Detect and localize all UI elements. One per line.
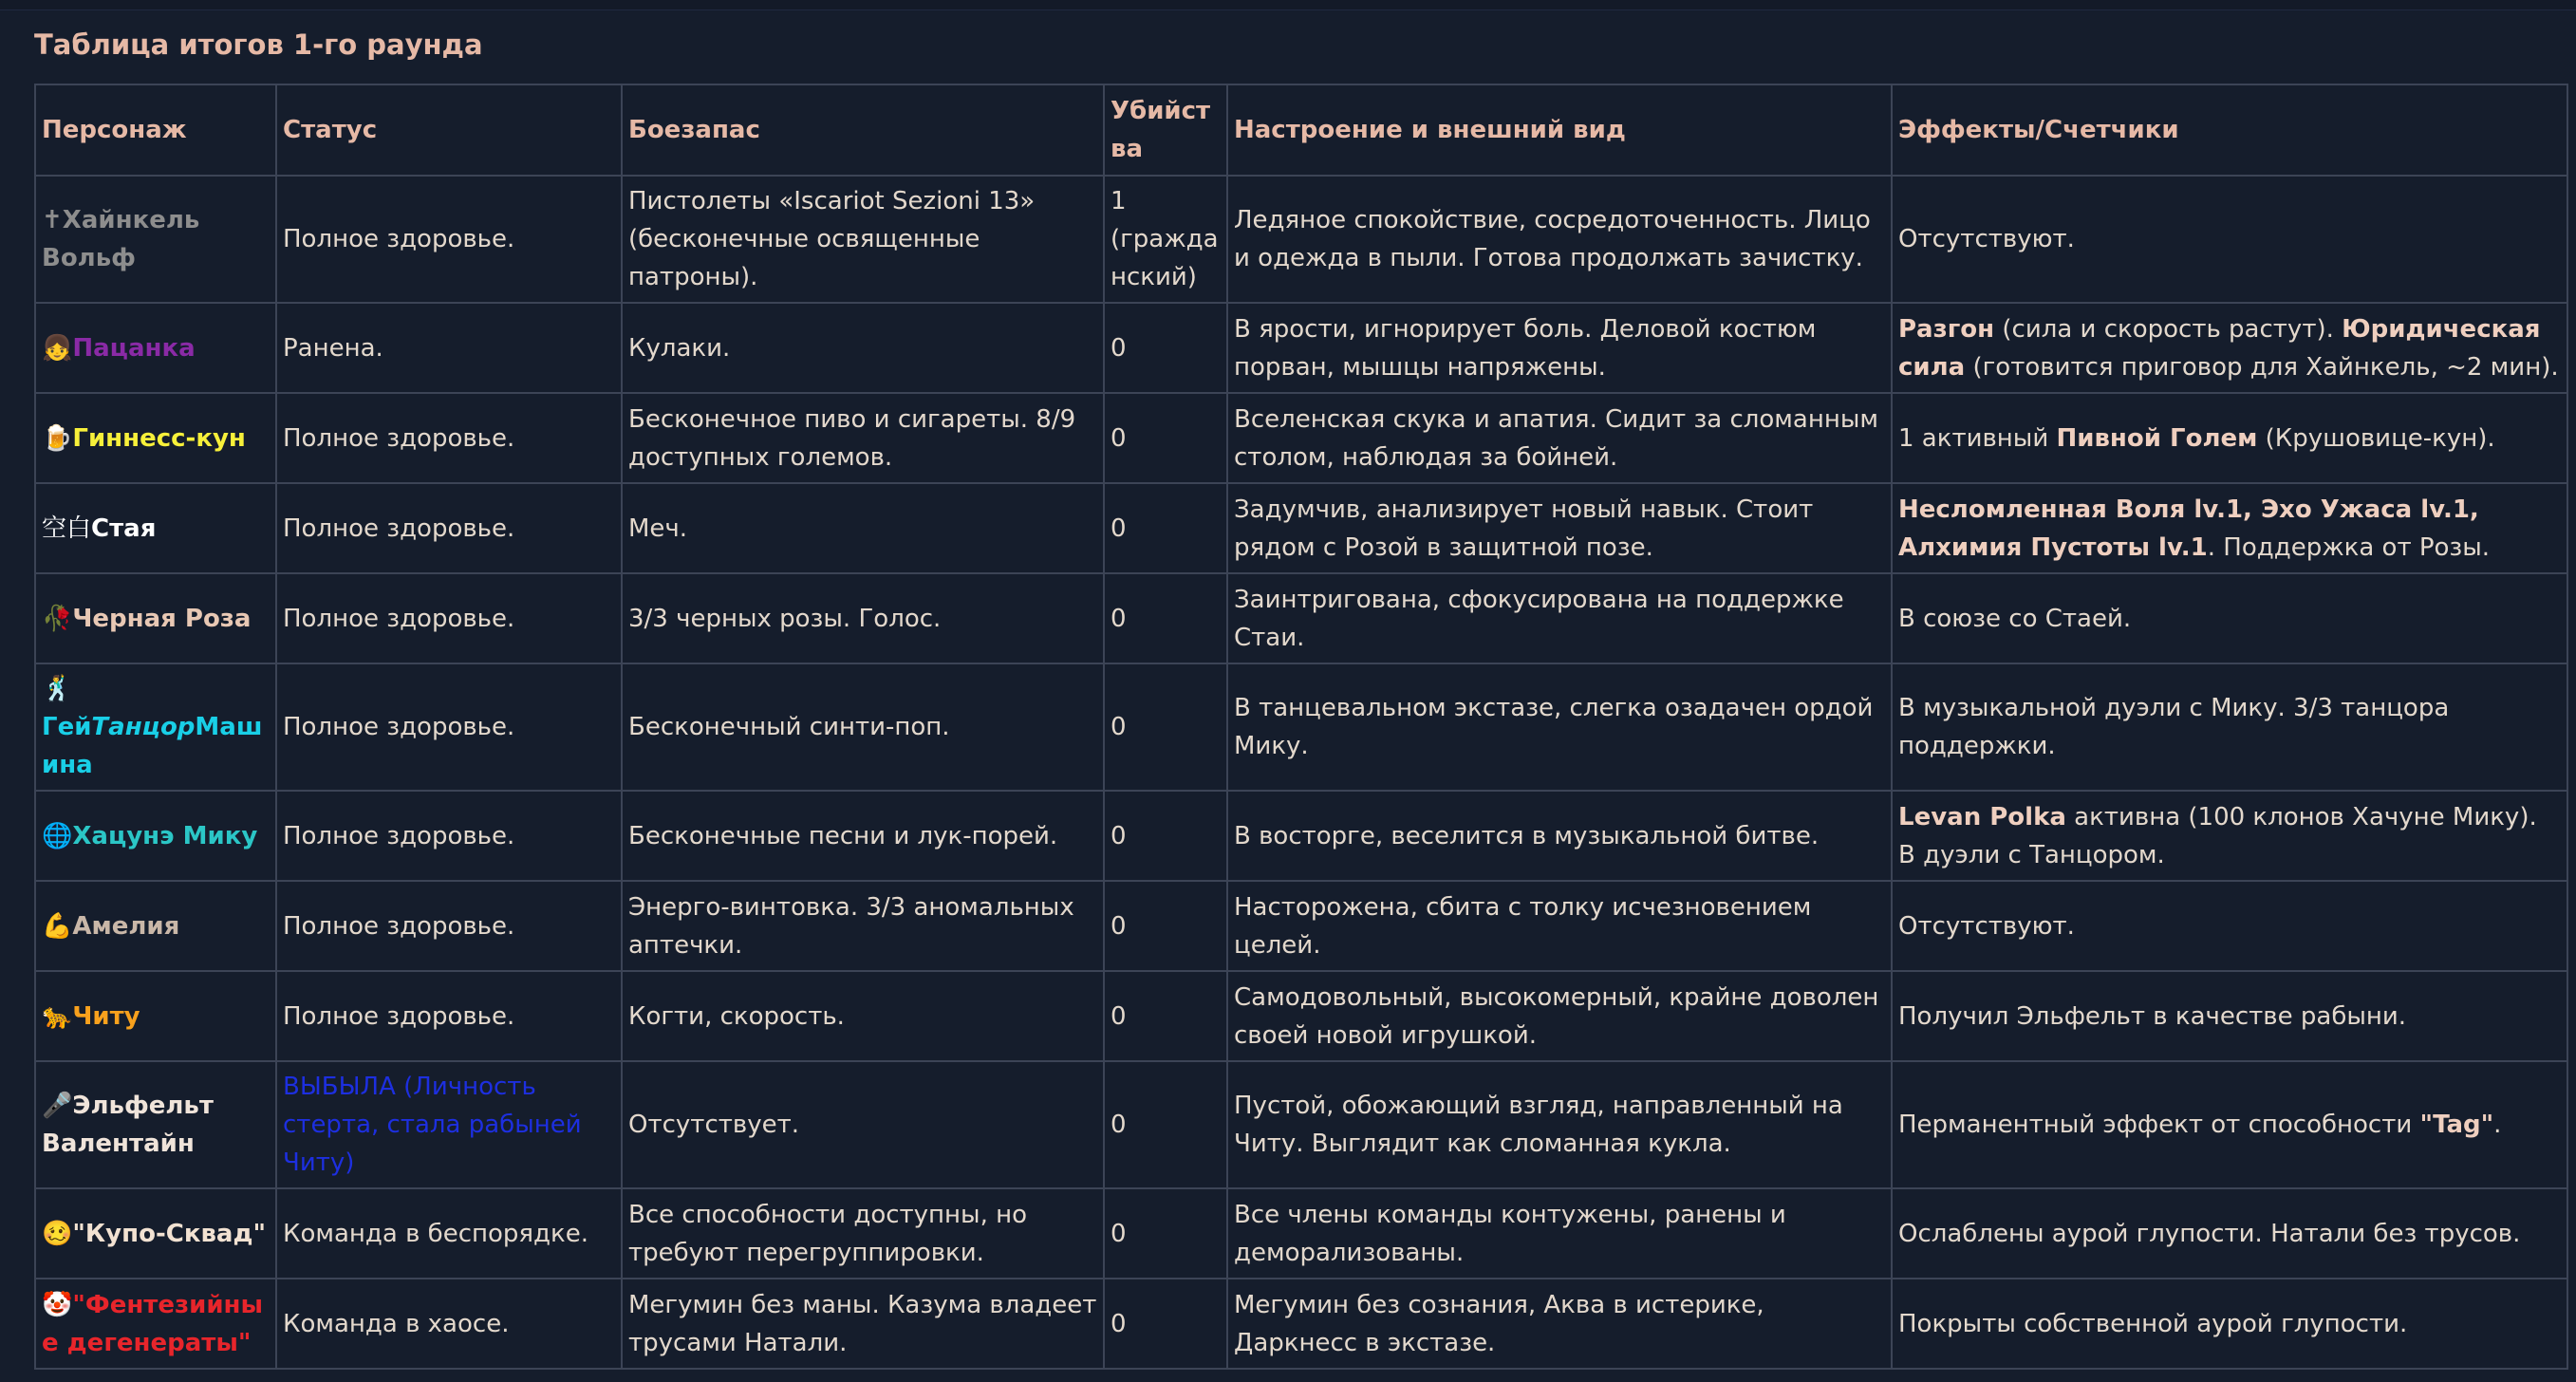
character-cell <box>35 1279 276 1369</box>
character-cell <box>35 483 276 573</box>
mood-cell: В танцевальном экстазе, слегка озадачен ордой Мику. <box>1227 663 1892 791</box>
mood-cell: Все члены команды контужены, ранены и деморализованы. <box>1227 1188 1892 1279</box>
kills-cell: 0 <box>1104 971 1227 1061</box>
woozy-face-icon: 🥴 <box>42 1219 73 1248</box>
status-cell: Полное здоровье. <box>276 663 622 791</box>
table-row <box>35 573 2567 663</box>
page-title: Таблица итогов 1-го раунда <box>34 28 483 61</box>
status-cell: Ранена. <box>276 303 622 393</box>
kills-cell: 0 <box>1104 1279 1227 1369</box>
table-row <box>35 483 2567 573</box>
header-status: Статус <box>276 84 622 176</box>
flexed-arm-icon: 💪 <box>42 911 73 941</box>
mood-cell: Вселенская скука и апатия. Сидит за сломанным столом, наблюдая за бойней. <box>1227 393 1892 483</box>
effect-text: (готовится приговор для Хайнкель, ~2 мин). <box>1965 352 2559 382</box>
effect-name: Levan Polka <box>1898 802 2066 831</box>
ammo-cell: Энерго-винтовка. 3/3 аномальных аптечки. <box>622 881 1104 971</box>
results-table <box>34 84 2568 1370</box>
ammo-cell: Бесконечный синти-поп. <box>622 663 1104 791</box>
mood-cell: Заинтригована, сфокусирована на поддержке Стаи. <box>1227 573 1892 663</box>
character-name: Пацанка <box>72 333 196 363</box>
effect-name: Пивной Голем <box>2056 423 2258 453</box>
header-character: Персонаж <box>35 84 276 176</box>
character-name: Читу <box>72 1001 140 1031</box>
character-name-part: Машина <box>42 713 263 779</box>
mood-cell: Самодовольный, высокомерный, крайне доволен своей новой игрушкой. <box>1227 971 1892 1061</box>
character-name-part: Гей <box>42 713 92 741</box>
character-name: Стая <box>91 514 157 543</box>
ammo-cell: Меч. <box>622 483 1104 573</box>
mood-cell: Насторожена, сбита с толку исчезновением целей. <box>1227 881 1892 971</box>
effects-cell <box>1892 483 2567 573</box>
effect-name: Несломленная Воля lv.1, Эхо Ужаса lv.1, Алхимия Пустоты lv.1 <box>1898 495 2479 562</box>
ammo-cell: Кулаки. <box>622 303 1104 393</box>
status-cell: Полное здоровье. <box>276 573 622 663</box>
mood-cell: Задумчив, анализирует новый навык. Стоит рядом с Розой в защитной позе. <box>1227 483 1892 573</box>
effect-text: . Поддержка от Розы. <box>2207 532 2491 562</box>
microphone-icon: 🎤 <box>42 1092 73 1120</box>
leopard-icon: 🐆 <box>42 1001 73 1031</box>
effects-cell: Получил Эльфельт в качестве рабыни. <box>1892 971 2567 1061</box>
effects-cell: В союзе со Стаей. <box>1892 573 2567 663</box>
character-cell <box>35 303 276 393</box>
character-name: Хацунэ Мику <box>72 821 258 850</box>
status-cell: Полное здоровье. <box>276 881 622 971</box>
ammo-cell: Когти, скорость. <box>622 971 1104 1061</box>
header-kills: Убийства <box>1104 84 1227 176</box>
character-cell <box>35 881 276 971</box>
effects-cell: В музыкальной дуэли с Мику. 3/3 танцора поддержки. <box>1892 663 2567 791</box>
effects-cell <box>1892 791 2567 881</box>
mood-cell: Мегумин без сознания, Аква в истерике, Даркнесс в экстазе. <box>1227 1279 1892 1369</box>
character-cell <box>35 791 276 881</box>
kills-cell: 0 <box>1104 483 1227 573</box>
kills-cell: 0 <box>1104 881 1227 971</box>
character-name: Амелия <box>72 911 180 941</box>
kills-cell: 0 <box>1104 573 1227 663</box>
character-name-part: Танцор <box>91 713 196 741</box>
effect-text: (Крушовице-кун). <box>2257 423 2495 453</box>
kills-cell: 0 <box>1104 393 1227 483</box>
table-row <box>35 303 2567 393</box>
table-row <box>35 393 2567 483</box>
girl-icon: 👧 <box>42 333 73 363</box>
beer-icon: 🍺 <box>42 423 73 453</box>
mood-cell: Пустой, обожающий взгляд, направленный на Читу. Выглядит как сломанная кукла. <box>1227 1061 1892 1188</box>
effect-text: Перманентный эффект от способности <box>1898 1111 2420 1139</box>
effects-cell <box>1892 1061 2567 1188</box>
table-row <box>35 1279 2567 1369</box>
kills-cell: 1 (гражданский) <box>1104 176 1227 303</box>
kills-cell: 0 <box>1104 791 1227 881</box>
blank-kanji-icon: 空白 <box>42 514 92 543</box>
mood-cell: В восторге, веселится в музыкальной битве. <box>1227 791 1892 881</box>
character-cell <box>35 1061 276 1188</box>
ammo-cell: Отсутствует. <box>622 1061 1104 1188</box>
globe-icon: 🌐 <box>42 821 73 850</box>
status-cell: Команда в хаосе. <box>276 1279 622 1369</box>
effects-cell: Отсутствуют. <box>1892 881 2567 971</box>
character-name: Хайнкель Вольф <box>42 206 200 272</box>
effect-text: 1 активный <box>1898 423 2057 453</box>
status-cell: Полное здоровье. <box>276 971 622 1061</box>
effects-cell: Отсутствуют. <box>1892 176 2567 303</box>
kills-cell: 0 <box>1104 303 1227 393</box>
header-ammo: Боезапас <box>622 84 1104 176</box>
top-bar <box>0 0 2576 10</box>
table-row <box>35 663 2567 791</box>
status-cell: Полное здоровье. <box>276 176 622 303</box>
effect-text: активна (100 клонов Хачуне Мику). В дуэли с Танцором. <box>1898 802 2537 869</box>
kills-cell: 0 <box>1104 663 1227 791</box>
ammo-cell: Все способности доступны, но требуют перегруппировки. <box>622 1188 1104 1279</box>
effect-name: Юридическая сила <box>1898 314 2541 382</box>
effect-text: (сила и скорость растут). <box>1994 314 2343 344</box>
character-name: Гиннесс-кун <box>72 423 246 453</box>
ammo-cell: Мегумин без маны. Казума владеет трусами Натали. <box>622 1279 1104 1369</box>
effects-cell: Ослаблены аурой глупости. Натали без трусов. <box>1892 1188 2567 1279</box>
character-name: Эльфельт Валентайн <box>42 1092 214 1158</box>
effects-cell <box>1892 303 2567 393</box>
table-row <box>35 971 2567 1061</box>
status-cell: Полное здоровье. <box>276 483 622 573</box>
table-row <box>35 1188 2567 1279</box>
character-cell <box>35 393 276 483</box>
table-row <box>35 1061 2567 1188</box>
kills-cell: 0 <box>1104 1061 1227 1188</box>
character-cell <box>35 573 276 663</box>
dancer-icon: 🕺 <box>42 675 73 703</box>
table-row <box>35 176 2567 303</box>
mood-cell: Ледяное спокойствие, сосредоточенность. Лицо и одежда в пыли. Готова продолжать зачистку. <box>1227 176 1892 303</box>
effect-name: Разгон <box>1898 314 1995 344</box>
character-cell <box>35 1188 276 1279</box>
ammo-cell: Бесконечные песни и лук-порей. <box>622 791 1104 881</box>
table-row <box>35 881 2567 971</box>
ammo-cell: 3/3 черных розы. Голос. <box>622 573 1104 663</box>
kills-cell: 0 <box>1104 1188 1227 1279</box>
status-cell: Команда в беспорядке. <box>276 1188 622 1279</box>
wilted-rose-icon: 🥀 <box>42 604 73 633</box>
character-cell <box>35 971 276 1061</box>
character-name: "Фентезийные дегенераты" <box>42 1290 264 1357</box>
ammo-cell: Пистолеты «Iscariot Sezioni 13» (бесконечные освященные патроны). <box>622 176 1104 303</box>
header-mood: Настроение и внешний вид <box>1227 84 1892 176</box>
header-row <box>35 84 2567 176</box>
status-cell: Полное здоровье. <box>276 791 622 881</box>
mood-cell: В ярости, игнорирует боль. Деловой костюм порван, мышцы напряжены. <box>1227 303 1892 393</box>
effects-cell <box>1892 393 2567 483</box>
effect-name: "Tag" <box>2419 1111 2494 1139</box>
status-cell: Полное здоровье. <box>276 393 622 483</box>
effect-text: . <box>2493 1111 2502 1139</box>
table-row <box>35 791 2567 881</box>
character-cell <box>35 663 276 791</box>
character-name: Черная Роза <box>72 604 252 633</box>
header-effects: Эффекты/Счетчики <box>1892 84 2567 176</box>
cross-icon: ✝ <box>42 206 63 234</box>
ammo-cell: Бесконечное пиво и сигареты. 8/9 доступных големов. <box>622 393 1104 483</box>
character-name: "Купо-Сквад" <box>72 1219 267 1248</box>
effects-cell: Покрыты собственной аурой глупости. <box>1892 1279 2567 1369</box>
status-cell: ВЫБЫЛА (Личность стерта, стала рабыней Читу) <box>276 1061 622 1188</box>
clown-face-icon: 🤡 <box>42 1290 73 1319</box>
character-cell <box>35 176 276 303</box>
